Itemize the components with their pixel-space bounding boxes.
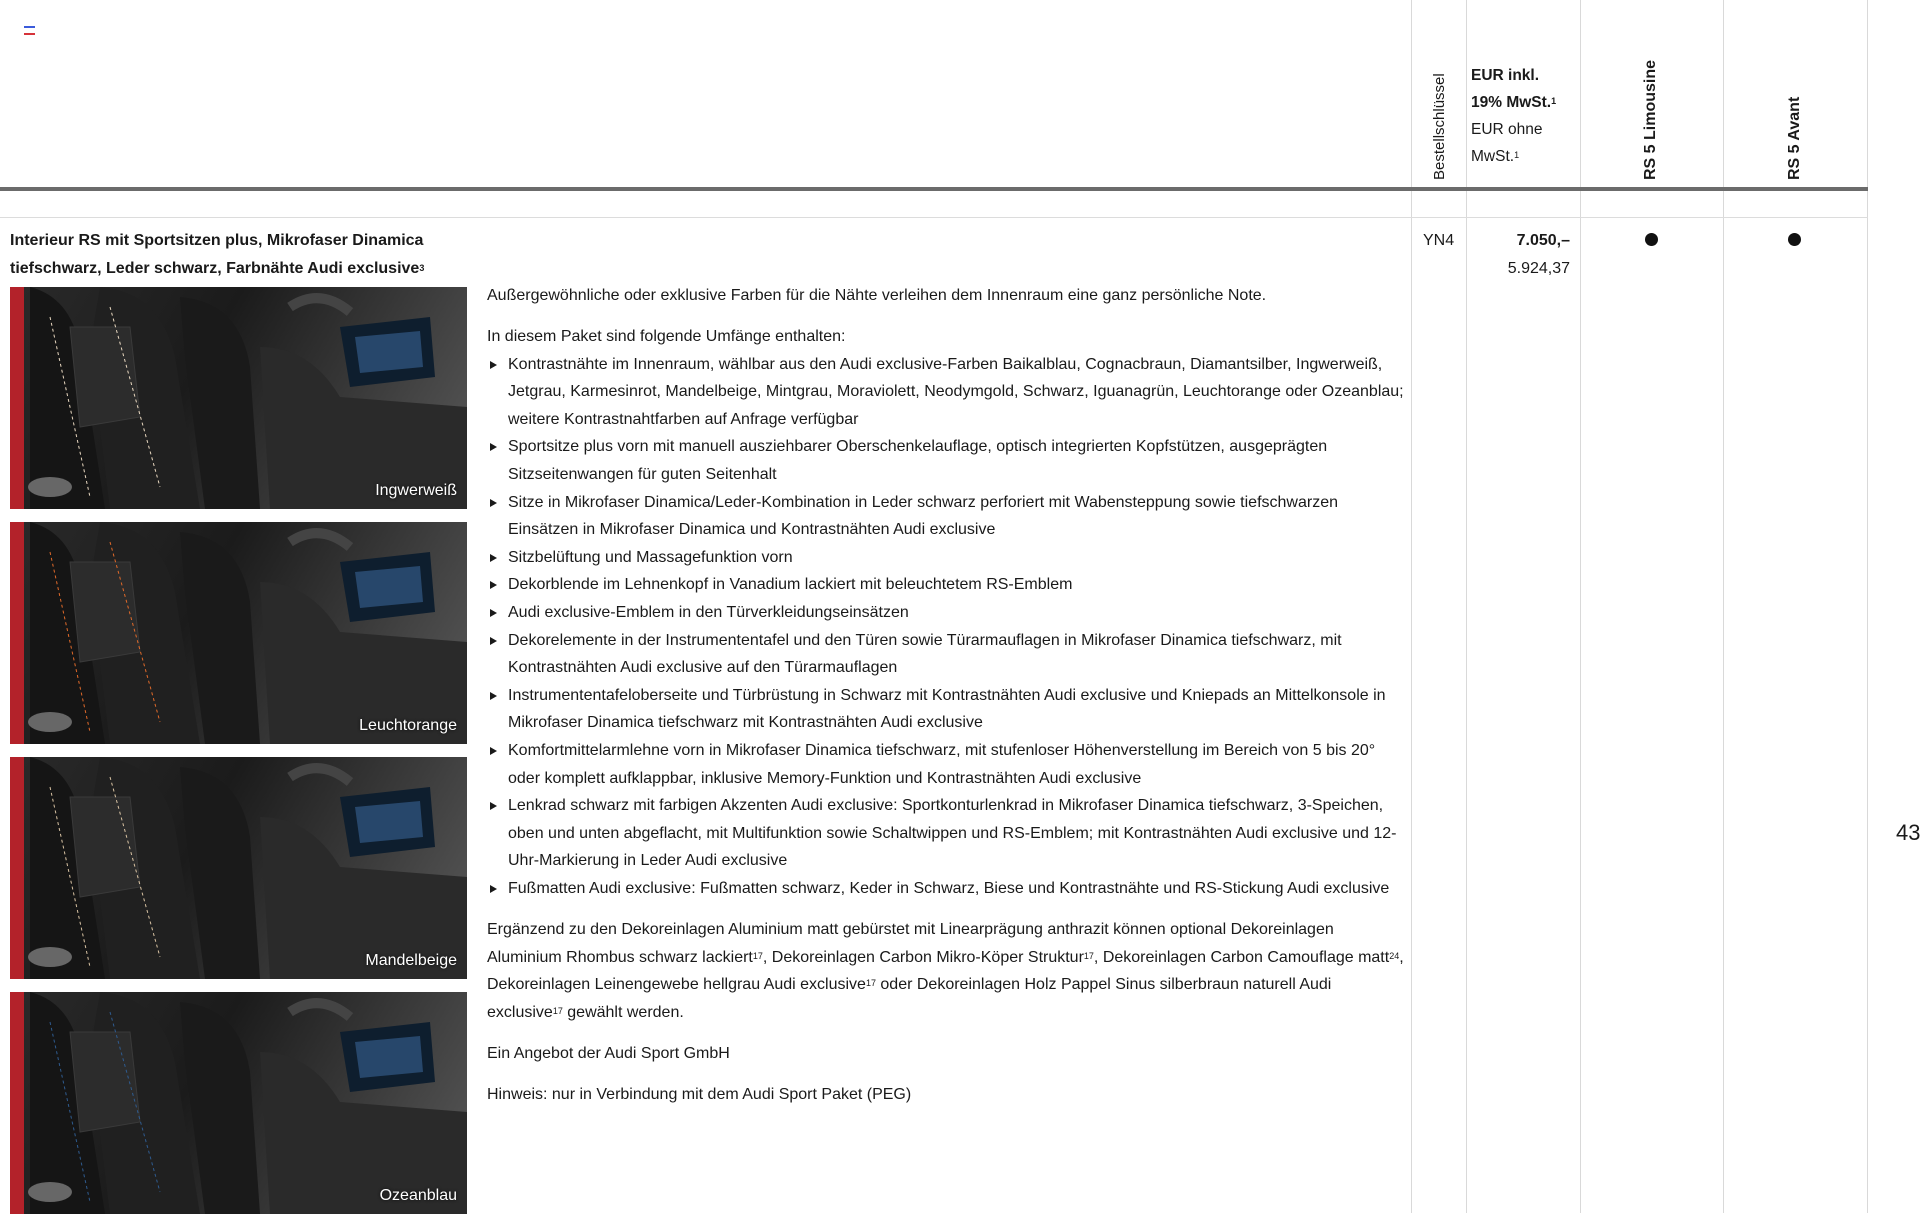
price-excl: 5.924,37 <box>1507 260 1570 277</box>
price-incl: 7.050,– <box>1516 232 1570 249</box>
feature-item: Lenkrad schwarz mit farbigen Akzenten Audi exclusive: Sportkonturlenkrad in Mikrofaser Dinamica tiefschwarz, 3-Speichen, oben und unten abgeflacht, mit Multifunktion sowie Schaltwippen und RS-Emblem; mit Kontrastnähten Audi exclusive und 12-Uhr-Markierung in Leder Audi exclusive <box>487 792 1407 875</box>
image-label: Mandelbeige <box>365 952 457 969</box>
interior-image <box>10 287 467 509</box>
interior-image <box>10 522 467 744</box>
interior-image <box>10 992 467 1214</box>
feature-item: Audi exclusive-Emblem in den Türverkleidungseinsätzen <box>487 599 1407 627</box>
row-title: Interieur RS mit Sportsitzen plus, Mikrofaser Dinamica tiefschwarz, Leder schwarz, Farbnähte Audi exclusive$^3$ <box>10 232 425 277</box>
column-divider <box>1867 0 1868 1213</box>
availability-dot-avant <box>1788 233 1801 246</box>
price-excl-label: EUR ohne MwSt.$^1$ <box>1471 121 1543 165</box>
availability-dot-limousine <box>1645 233 1658 246</box>
feature-item: Dekorelemente in der Instrumententafel und den Türen sowie Türarmauflagen in Mikrofaser Dinamica tiefschwarz, mit Kontrastnähten Audi exclusive auf den Türarmauflagen <box>487 627 1407 682</box>
column-divider <box>1580 0 1581 1213</box>
feature-item: Sitze in Mikrofaser Dinamica/Leder-Kombination in Leder schwarz perforiert mit Wabensteppung sowie tiefschwarzen Einsätzen in Mikrofaser Dinamica und Kontrastnähten Audi exclusive <box>487 489 1407 544</box>
intro-text: Außergewöhnliche oder exklusive Farben für die Nähte verleihen dem Innenraum eine ganz persönliche Note. <box>487 287 1267 304</box>
page-number: 43 <box>1896 820 1920 845</box>
header-rule <box>0 187 1868 191</box>
image-label: Leuchtorange <box>359 717 457 734</box>
description <box>487 282 1407 1122</box>
feature-item: Kontrastnähte im Innenraum, wählbar aus den Audi exclusive-Farben Baikalblau, Cognacbraun, Diamantsilber, Ingwerweiß, Jetgrau, Karmesinrot, Mandelbeige, Mintgrau, Moraviolett, Neodymgold, Schwarz, Iguanagrün, Leuchtorange oder Ozeanblau; weitere Kontrastnahtfarben auf Anfrage verfügbar <box>487 351 1407 434</box>
image-label: Ingwerweiß <box>375 482 457 499</box>
offer-text: Ein Angebot der Audi Sport GmbH <box>487 1044 730 1062</box>
menu-icon[interactable] <box>24 26 35 35</box>
feature-item: Sportsitze plus vorn mit manuell ausziehbarer Oberschenkelauflage, optisch integrierten Kopfstützen, ausgeprägten Sitzseitenwangen für guten Seitenhalt <box>487 433 1407 488</box>
col-avant: RS 5 Avant <box>1786 96 1803 180</box>
feature-item: Sitzbelüftung und Massagefunktion vorn <box>487 544 1407 572</box>
feature-item: Komfortmittelarmlehne vorn in Mikrofaser Dinamica tiefschwarz, mit stufenloser Höhenverstellung im Bereich von 5 bis 20° oder komplett aufklappbar, inklusive Memory-Funktion und Kontrastnähten Audi exclusive <box>487 737 1407 792</box>
col-price-header <box>1471 62 1581 170</box>
column-divider <box>1723 0 1724 1213</box>
package-heading: In diesem Paket sind folgende Umfänge enthalten: <box>487 328 846 346</box>
price-cell <box>1470 227 1570 283</box>
image-label: Ozeanblau <box>379 1187 457 1204</box>
col-order-key: Bestellschlüssel <box>1431 73 1448 180</box>
feature-item: Fußmatten Audi exclusive: Fußmatten schwarz, Keder in Schwarz, Biese und Kontrastnähte und RS-Stickung Audi exclusive <box>487 875 1407 903</box>
col-limousine: RS 5 Limousine <box>1642 59 1659 180</box>
interior-image <box>10 757 467 979</box>
feature-item: Instrumententafeloberseite und Türbrüstung in Schwarz mit Kontrastnähten Audi exclusive und Kniepads an Mittelkonsole in Mikrofaser Dinamica tiefschwarz mit Kontrastnähten Audi exclusive <box>487 682 1407 737</box>
feature-list <box>487 351 1407 903</box>
order-code: YN4 <box>1423 232 1455 249</box>
note-text: Hinweis: nur in Verbindung mit dem Audi Sport Paket (PEG) <box>487 1086 912 1104</box>
column-divider <box>1411 0 1412 1213</box>
header-rule-thin <box>0 217 1868 218</box>
price-incl-label: EUR inkl. 19% MwSt.$^1$ <box>1471 67 1557 111</box>
decor-text: Ergänzend zu den Dekoreinlagen Aluminium matt gebürstet mit Linearprägung anthrazit können optional Dekoreinlagen Aluminium Rhombus schwarz lackiert$^{17}$, Dekoreinlagen Carbon Mikro-Köper Struktur$^{17}$, Dekoreinlagen Carbon Camouflage matt$^{24}$, Dekoreinlagen Leinengewebe hellgrau Audi exclusive$^{17}$ oder Dekoreinlagen Holz Pappel Sinus silberbraun naturell Audi exclusive$^{17}$ gewählt werden. <box>487 921 1404 1021</box>
column-divider <box>1466 0 1467 1213</box>
feature-item: Dekorblende im Lehnenkopf in Vanadium lackiert mit beleuchtetem RS-Emblem <box>487 571 1407 599</box>
